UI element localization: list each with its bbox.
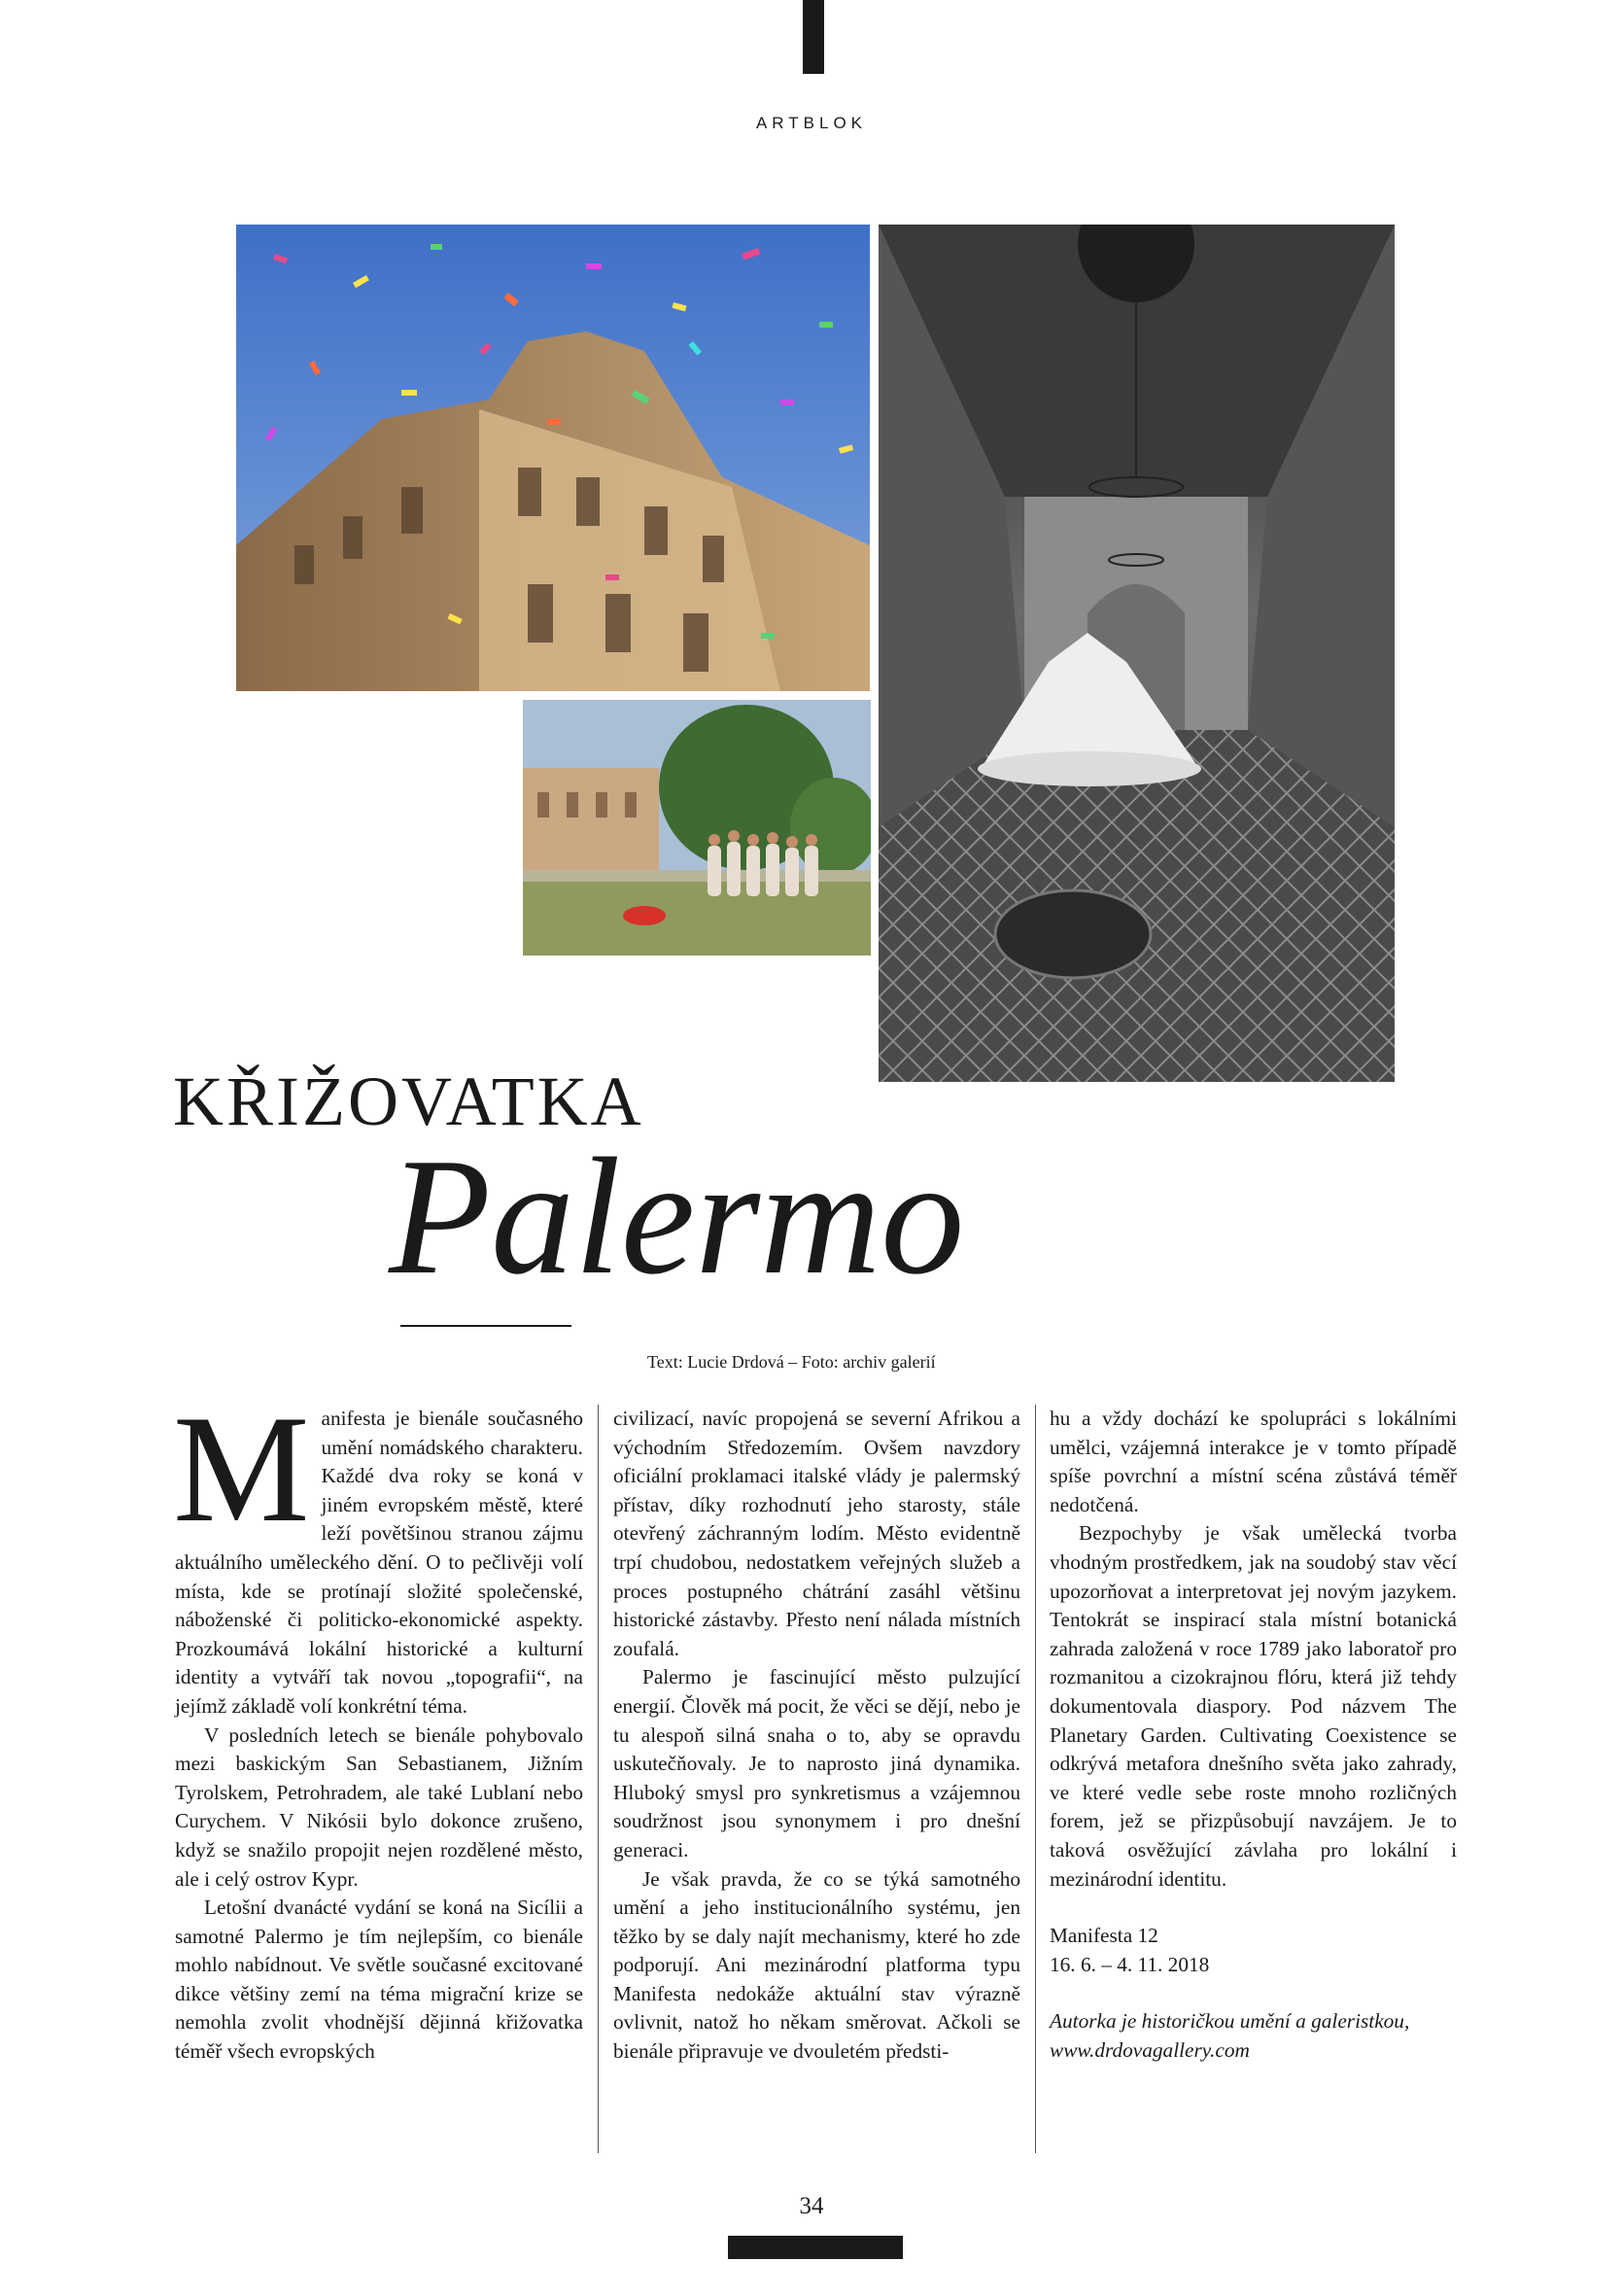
column-separator <box>598 1405 599 2153</box>
article-column-1 <box>173 1384 583 2067</box>
event-name: Manifesta 12 <box>1050 1924 1158 1948</box>
title-line-1: KŘIŽOVATKA <box>173 1062 644 1140</box>
page-number: 34 <box>799 2193 824 2219</box>
article-column-3 <box>1050 1405 1457 2065</box>
article-paragraph: V posledních letech se bienále pohybovalo mezi baskickým San Sebastianem, Jižním Tyrolskem, Petrohradem, ale také Lublaní nebo Curychem. V Nikósii bylo dokonce zrušeno, když se snažilo propojit nejen rozdělené město, ale i celý ostrov Kypr. <box>175 1722 583 1891</box>
event-dates: 16. 6. – 4. 11. 2018 <box>1050 1952 1210 1976</box>
photo-dancers-garden <box>523 700 871 956</box>
article-paragraph: Je však pravda, že co se týká samotného umění a jeho institucionálního systému, jen těžko by se daly najít mechanismy, které ho zde podporují. Ani mezinárodní platforma typu Manifesta nedokáže aktuální stav výrazně ovlivnit, natož ho někam směrovat. Ačkoli se bienále připravuje ve dvouletém předsti- <box>613 1866 1020 2064</box>
article-paragraph: Letošní dvanácté vydání se koná na Sicílii a samotné Palermo je tím nejlepším, co bienále mohlo nabídnout. Ve světle současné excitované dikce většiny zemí na téma migrační krize se nemohla zvolit vhodnější dějinná křižovatka téměř všech evropských <box>175 1896 583 2064</box>
title-underline <box>400 1325 571 1327</box>
photo-hall-salt-cone <box>879 225 1395 1082</box>
drop-cap: M <box>173 1384 310 1554</box>
article-column-2 <box>613 1405 1020 2067</box>
article-paragraph: Palermo je fascinující město pulzující energií. Člověk má pocit, že věci se dějí, nebo je tu alespoň silná snaha o to, aby se opravdu uskutečňovaly. Je to naprosto jiná dynamika. Hluboký smysl pro synkretismus a vzájemnou soudržnost jsou synonymem i pro dnešní generaci. <box>613 1665 1020 1861</box>
photo-palazzo-confetti <box>236 225 870 691</box>
byline-credits: Text: Lucie Drdová – Foto: archiv galerií <box>647 1352 936 1372</box>
column-separator <box>1035 1405 1036 2153</box>
article-paragraph: Bezpochyby je však umělecká tvorba vhodným prostředkem, jak na soudobý stav věcí upozorňovat a interpretovat jej novým jazykem. Tentokrát se inspirací stala místní botanická zahrada založená v roce 1789 jako laboratoř pro rozmanitou a cizokrajnou flóru, která již tehdy dokumentovala diaspory. Pod názvem The Planetary Garden. Cultivating Coexistence se odkrývá metafora dnešního světa jako zahrady, ve které vedle sebe roste mnoho rozličných forem, jež se přizpůsobují navzájem. Je to taková osvěžující závlaha pro lokální i mezinárodní identitu. <box>1050 1521 1457 1891</box>
article-paragraph: civilizací, navíc propojená se severní Afrikou a východním Středozemím. Ovšem navzdory oficiální proklamaci italské vlády je palermský přístav, díky rozhodnutí jeho starosty, stále otevřený záchranným lodím. Město evidentně trpí chudobou, nedostatkem veřejných služeb a proces postupného chátrání zasáhl většinu historické zástavby. Přesto není nálada místních zoufalá. <box>613 1407 1020 1660</box>
bottom-bar-decoration <box>728 2236 903 2259</box>
article-paragraph: hu a vždy dochází ke spolupráci s lokálními umělci, vzájemná interakce je v tomto případě spíše povrchní a místní scéna zůstává téměř nedotčená. <box>1050 1407 1457 1516</box>
author-note: Autorka je historičkou umění a galeristkou, <box>1050 2009 1410 2034</box>
article-paragraph <box>173 1384 583 1722</box>
author-website: www.drdovagallery.com <box>1050 2037 1250 2062</box>
section-label: ARTBLOK <box>755 114 868 132</box>
title-line-2: Palermo <box>389 1125 965 1309</box>
top-bar-decoration <box>803 0 824 74</box>
paragraph-text: anifesta je bienále současného umění nomádského charakteru. Každé dva roky se koná v jiném evropském městě, které leží povětšinou stranou zájmu aktuálního uměleckého dění. O to pečlivěji volí místa, kde se protínají složité společenské, náboženské či politicko-ekonomické aspekty. Prozkoumává lokální historické a kulturní identity a vytváří tak novou „topografii“, na jejímž základě volí konkrétní téma. <box>175 1407 583 1718</box>
